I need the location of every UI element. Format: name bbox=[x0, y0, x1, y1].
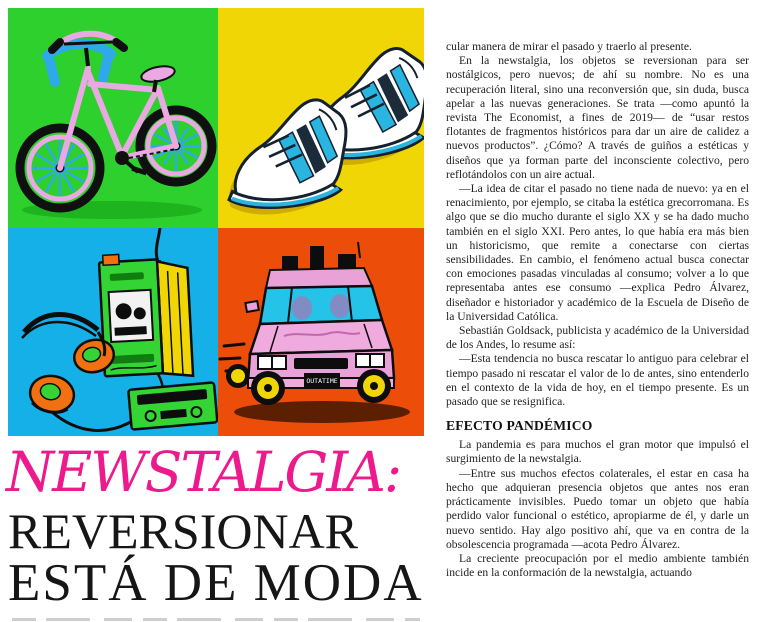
headline-line-3: ESTÁ DE MODA bbox=[8, 554, 424, 612]
panel-walkman bbox=[8, 228, 218, 436]
panel-delorean bbox=[218, 228, 424, 436]
paragraph: —La idea de citar el pasado no tiene nada de nuevo: ya en el renacimiento, por ejemplo, se citaba la estética grecorromana. Es algo que se dio mucho durante el siglo XX y se ha dado mucho también en el siglo XXI. Pero antes, lo que había era más bien un historicismo, que remite a conectarse con ciertas sensibilidades. En cambio, el fenómeno actual busca conectar con emociones pasadas vinculadas al consumo; volver a lo que representaba antes ese consumo —explica Pedro Álvarez, diseñador e historiador y académico de la Escuela de Diseño de la Universidad Católica. bbox=[446, 182, 749, 323]
sneakers-illustration bbox=[218, 8, 424, 228]
paragraph: La creciente preocupación por el medio ambiente también incide en la conformación de la newstalgia, actuando bbox=[446, 551, 749, 580]
delorean-illustration bbox=[218, 228, 424, 436]
article-column bbox=[446, 40, 749, 580]
walkman-illustration bbox=[8, 228, 218, 436]
headline-kicker: NEWSTALGIA: bbox=[6, 440, 401, 504]
section-heading: EFECTO PANDÉMICO bbox=[446, 418, 593, 434]
paragraph: cular manera de mirar el pasado y traerlo al presente. bbox=[446, 40, 692, 53]
panel-bmx-bike bbox=[8, 8, 218, 228]
paragraph: La pandemia es para muchos el gran motor que impulsó el surgimiento de la newstalgia. bbox=[446, 438, 749, 466]
truncated-text-sliver bbox=[12, 618, 420, 621]
license-plate-text: OUTATIME bbox=[306, 377, 338, 385]
paragraph: En la newstalgia, los objetos se reversionan para ser nostálgicos, pero nuevos; de ahí su nombre. No es una recuperación literal, sino una reconversión que, sin duda, busca apelar a las nuevas generaciones. Se trata —como apuntó la revista The Economist, a fines de 2019— de “usar restos flotantes de fragmentos históricos para dar un aire de calidez a nuevos productos”. ¿Cómo? A través de guiños a estéticas y diseños que ya forman parte del inconsciente colectivo, pero reflotándolos con un aire actual. bbox=[446, 54, 749, 181]
headline-line-2: REVERSIONAR bbox=[8, 503, 359, 559]
panel-sneakers bbox=[218, 8, 424, 228]
paragraph: Sebastián Goldsack, publicista y académico de la Universidad de los Andes, lo resume así: bbox=[446, 324, 749, 352]
paragraph: —Esta tendencia no busca rescatar lo antiguo para celebrar el tiempo pasado ni rescatar el valor de lo de antes, sino entenderlo en el contexto de la vida de hoy, en el tiempo presente. Es un pasado que se resignifica. bbox=[446, 352, 749, 409]
headline-block bbox=[6, 440, 440, 612]
paragraph: —Entre sus muchos efectos colaterales, el estar en casa ha hecho que adquieran presencia objetos que antes nos eran prácticamente invisibles. Puedo tomar un objeto que había perdido valor funcional o estético, apropiarme de él, y darle un nuevo sentido. Hay algo positivo ahí, que va en contra de la obsolescencia programada —acota Pedro Álvarez. bbox=[446, 466, 749, 551]
bmx-bike-illustration bbox=[8, 8, 218, 228]
pop-art-collage bbox=[8, 8, 424, 436]
